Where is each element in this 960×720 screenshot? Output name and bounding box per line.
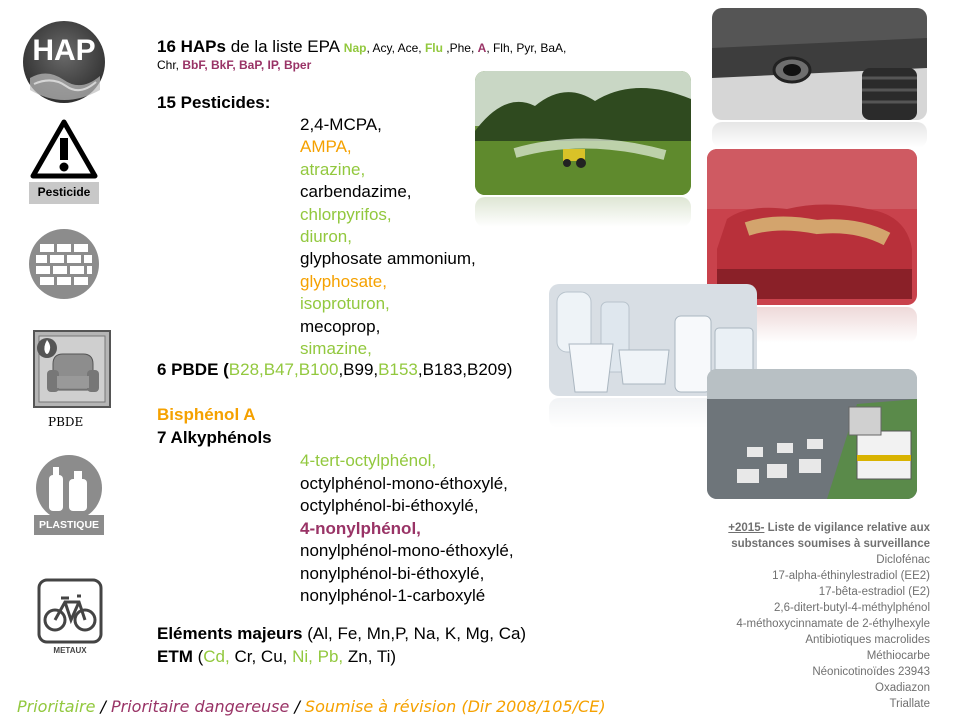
pesticides-title: 15 Pesticides: (157, 93, 271, 112)
plastic-bottle-icon (34, 455, 104, 537)
etm-line (157, 647, 396, 667)
elements-list: (Al, Fe, Mn,P, Na, K, Mg, Ca) (302, 624, 527, 643)
pesticide-item: isoproturon, (300, 294, 390, 314)
pesticide-item: carbendazime, (300, 182, 412, 202)
highway-traffic-photo (707, 369, 917, 499)
etm-mid: Cr, Cu, (229, 647, 293, 666)
vigilance-item: 17-alpha-éthinylestradiol (EE2) (772, 570, 930, 582)
alkylphenol-item: nonylphénol-mono-éthoxylé, (300, 541, 514, 560)
hap-icon-label: HAP (32, 34, 96, 67)
legend-revision: Soumise à révision (Dir 2008/105/CE) (304, 697, 606, 716)
vigilance-title-1 (728, 522, 930, 534)
legend-prioritaire: Prioritaire (17, 697, 96, 716)
tractor-spraying-photo (475, 71, 691, 195)
pesticide-item: AMPA, (300, 137, 352, 157)
pesticide-item: glyphosate ammonium, (300, 249, 476, 269)
legend-dangereuse: Prioritaire dangereuse (111, 697, 290, 716)
plastique-icon-label: PLASTIQUE (38, 519, 100, 531)
vigilance-title-2: substances soumises à surveillance (731, 538, 930, 550)
pesticide-item: chlorpyrifos, (300, 204, 392, 224)
hap-list-part3: , Flh, Pyr, BaA, (486, 41, 567, 55)
etm-end: Zn, Ti) (343, 647, 397, 666)
pesticide-warning-icon (29, 118, 99, 206)
etm-cd: Cd, (203, 647, 230, 666)
alkylphenol-item: nonylphénol-1-carboxylé (300, 586, 486, 605)
pesticide-item: diuron, (300, 227, 352, 246)
vigilance-title-text1: Liste de vigilance relative aux (764, 522, 930, 534)
vigilance-item: Néonicotinoïdes 23943 (812, 666, 930, 678)
pesticide-item: simazine, (300, 339, 372, 358)
vigilance-item: 17-bêta-estradiol (E2) (818, 586, 930, 598)
alkylphenol-item: 4-tert-octylphénol, (300, 451, 437, 470)
car-exhaust-photo (712, 8, 927, 120)
etm-open: ( (192, 647, 204, 666)
hap-list-line2 (157, 58, 311, 72)
pesticide-item: atrazine, (300, 159, 366, 179)
vigilance-item: Oxadiazon (875, 682, 930, 694)
hap-list-part1: , Acy, Ace, (366, 41, 425, 55)
etm-nipb: Ni, Pb, (292, 647, 344, 666)
pesticide-item: mecoprop, (300, 316, 381, 336)
hap-icon (22, 20, 106, 104)
legend-sep1: / (95, 697, 111, 716)
pesticide-item: glyphosate, (300, 271, 387, 291)
alkylphenol-item: octylphénol-mono-éthoxylé, (300, 473, 508, 493)
pbde-green1: B28,B47,B100 (228, 360, 339, 379)
vigilance-item: Antibiotiques macrolides (805, 634, 930, 646)
pesticide-icon-label: Pesticide (37, 185, 91, 199)
bicycle-icon (37, 578, 103, 660)
hap-nap: Nap (343, 41, 367, 55)
alkylphenol-item: nonylphénol-bi-éthoxylé, (300, 563, 485, 583)
hap-chr: Chr, (157, 58, 183, 72)
pbde-green2: B153 (378, 360, 418, 379)
vigilance-item: 2,6-ditert-butyl-4-méthylphénol (774, 602, 930, 614)
elements-line (157, 624, 526, 644)
bisphenol-title: Bisphénol A (157, 405, 256, 424)
pesticide-item: 2,4-MCPA, (300, 115, 382, 134)
hap-flu: Flu (424, 41, 443, 55)
alkylphenol-item: octylphénol-bi-éthoxylé, (300, 496, 479, 515)
pbde-icon-label: PBDE (48, 415, 84, 429)
hap-purple-list: BbF, BkF, BaP, IP, Bper (182, 58, 312, 72)
hap-heading (157, 37, 566, 57)
alkylphenol-item: 4-nonylphénol, (300, 518, 421, 538)
pbde-black1: ,B99, (338, 360, 379, 379)
hap-list-part2: ,Phe, (442, 41, 478, 55)
vigilance-year: +2015- (728, 522, 765, 534)
pbde-line (157, 360, 512, 380)
metaux-icon-label: METAUX (53, 646, 87, 655)
vigilance-item: Méthiocarbe (866, 650, 930, 662)
old-sofa-photo (707, 149, 917, 305)
legend-sep2: / (289, 697, 305, 716)
flaming-armchair-icon (33, 330, 111, 408)
hap-list-line1 (344, 41, 567, 55)
brick-wall-icon (28, 228, 100, 300)
hap-source: de la liste EPA (225, 37, 344, 56)
elements-title: Eléments majeurs (157, 624, 303, 643)
vigilance-item: 4-méthoxycinnamate de 2-éthylhexyle (736, 618, 930, 630)
pbde-title: 6 PBDE ( (157, 360, 229, 379)
color-legend (17, 697, 606, 716)
alkylphenols-title: 7 Alkyphénols (157, 428, 272, 447)
vigilance-item: Diclofénac (876, 554, 930, 566)
etm-title: ETM (157, 647, 193, 666)
pbde-black2: ,B183,B209) (417, 360, 513, 379)
vigilance-item: Triallate (889, 698, 930, 710)
hap-count: 16 HAPs (157, 37, 226, 56)
hap-a: A (477, 41, 487, 55)
